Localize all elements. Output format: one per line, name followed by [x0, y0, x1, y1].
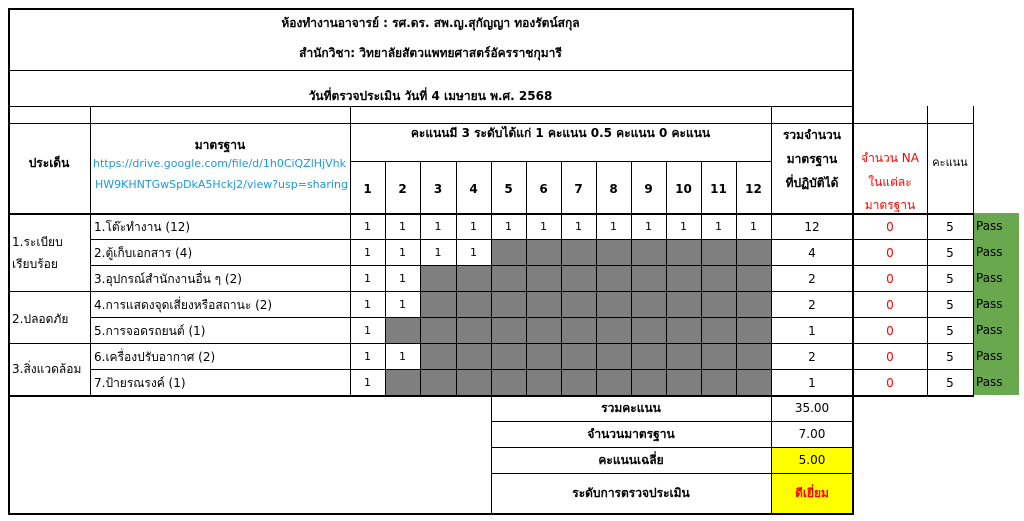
h-line — [8, 123, 854, 124]
room-title: ห้องทำงานอาจารย์ : รศ.ดร. สพ.ญ.สุกัญญา ทองรัตน์สกุล — [281, 16, 580, 30]
v-line — [491, 395, 492, 515]
v-line — [701, 161, 702, 214]
score-cell: 1 — [680, 220, 687, 233]
score-cell: 1 — [715, 220, 722, 233]
v-line — [701, 213, 702, 396]
group-safety-label: 2.ปลอดภัย — [12, 312, 69, 326]
row-total: 2 — [808, 350, 816, 364]
row-result-badge: Pass — [973, 317, 1019, 343]
v-line — [90, 106, 91, 396]
criteria-label: 7.ป้ายรณรงค์ (1) — [94, 376, 186, 390]
v-line — [666, 161, 667, 214]
criteria-number-6: 6 — [539, 182, 548, 196]
score-cell: 1 — [399, 246, 406, 259]
h-line — [90, 239, 974, 240]
v-line — [736, 161, 737, 214]
not-applicable-shading — [385, 317, 771, 343]
total-score-label: รวมคะแนน — [601, 401, 661, 415]
score-cell: 1 — [470, 220, 477, 233]
row-result-badge: Pass — [973, 213, 1019, 239]
criteria-label: 2.ตู้เก็บเอกสาร (4) — [94, 246, 193, 260]
row-result-badge: Pass — [973, 343, 1019, 369]
unit-title: สำนักวิชา: วิทยาลัยสัตวแพทยศาสตร์อัครราชกุมารี — [299, 46, 562, 60]
row-score: 5 — [946, 350, 954, 364]
score-cell: 1 — [364, 272, 371, 285]
v-line — [350, 106, 351, 396]
score-cell: 1 — [645, 220, 652, 233]
h-line — [491, 473, 854, 474]
row-result-badge: Pass — [973, 369, 1019, 395]
row-score: 5 — [946, 220, 954, 234]
score-cell: 1 — [364, 376, 371, 389]
group-order-label-1: 1.ระเบียบ — [12, 235, 63, 249]
criteria-number-11: 11 — [710, 182, 727, 196]
v-line — [456, 213, 457, 396]
row-na-count: 0 — [886, 272, 894, 286]
total-header-1: รวมจำนวน — [782, 128, 841, 142]
row-na-count: 0 — [886, 298, 894, 312]
row-result-badge: Pass — [973, 291, 1019, 317]
score-cell: 1 — [750, 220, 757, 233]
v-line — [420, 213, 421, 396]
standard-count-label: จำนวนมาตรฐาน — [587, 427, 675, 441]
row-na-count: 0 — [886, 220, 894, 234]
criteria-number-7: 7 — [574, 182, 583, 196]
v-line — [491, 161, 492, 214]
v-line — [736, 213, 737, 396]
na-header-2: ในแต่ละ — [868, 175, 912, 189]
evaluation-level-label: ระดับการตรวจประเมิน — [572, 486, 690, 500]
row-score: 5 — [946, 272, 954, 286]
criteria-number-9: 9 — [644, 182, 653, 196]
v-line — [456, 161, 457, 214]
score-cell: 1 — [434, 220, 442, 233]
row-na-count: 0 — [886, 350, 894, 364]
row-total: 2 — [808, 272, 816, 286]
v-line — [596, 213, 597, 396]
score-cell: 1 — [364, 298, 371, 311]
row-score: 5 — [946, 376, 954, 390]
criteria-label: 6.เครื่องปรับอากาศ (2) — [94, 350, 216, 364]
v-line — [491, 213, 492, 396]
score-cell: 1 — [399, 220, 406, 233]
total-header-2: มาตรฐาน — [786, 152, 838, 166]
v-line — [561, 213, 562, 396]
criteria-label: 5.การจอดรถยนต์ (1) — [94, 324, 206, 338]
row-score: 5 — [946, 324, 954, 338]
h-line — [90, 317, 974, 318]
row-total: 2 — [808, 298, 816, 312]
row-total: 1 — [808, 324, 816, 338]
date-title: วันที่ตรวจประเมิน วันที่ 4 เมษายน พ.ศ. 2568 — [308, 89, 553, 103]
score-cell: 1 — [470, 246, 477, 259]
criteria-number-4: 4 — [469, 182, 478, 196]
row-total: 4 — [808, 246, 816, 260]
average-score-label: คะแนนเฉลี่ย — [598, 453, 664, 467]
h-line — [853, 123, 974, 124]
h-line — [8, 70, 854, 71]
row-result-badge: Pass — [973, 239, 1019, 265]
evaluation-level-value: ดีเยี่ยม — [795, 486, 829, 500]
row-score: 5 — [946, 298, 954, 312]
score-cell: 1 — [399, 350, 406, 363]
row-na-count: 0 — [886, 246, 894, 260]
criteria-number-5: 5 — [504, 182, 513, 196]
row-na-count: 0 — [886, 324, 894, 338]
criteria-number-8: 8 — [609, 182, 618, 196]
standard-link-line2[interactable]: HW9KHNTGwSpDkA5Hckj2/view?usp=sharing — [95, 178, 348, 191]
criteria-label: 3.อุปกรณ์สำนักงานอื่น ๆ (2) — [94, 272, 242, 286]
v-line — [420, 161, 421, 214]
row-total: 1 — [808, 376, 816, 390]
total-score-value: 35.00 — [794, 401, 830, 415]
score-cell: 1 — [540, 220, 547, 233]
v-line — [631, 213, 632, 396]
h-line — [8, 106, 854, 107]
score-cell: 1 — [399, 272, 406, 285]
group-environment-label: 3.สิ่งแวดล้อม — [12, 362, 82, 376]
score-cell: 1 — [364, 246, 371, 259]
score-cell: 1 — [610, 220, 617, 233]
na-header-1: จำนวน NA — [861, 151, 919, 165]
row-na-count: 0 — [886, 376, 894, 390]
v-line — [596, 161, 597, 214]
row-result-badge: Pass — [973, 265, 1019, 291]
score-cell: 1 — [575, 220, 582, 233]
row-score: 5 — [946, 246, 954, 260]
standard-count-value: 7.00 — [798, 427, 826, 441]
h-line — [491, 447, 854, 448]
na-header-3: มาตรฐาน — [864, 198, 916, 212]
criteria-number-1: 1 — [363, 182, 372, 196]
v-line — [927, 106, 928, 396]
score-levels-header: คะแนนมี 3 ระดับได้แก่ 1 คะแนน 0.5 คะแนน 0 คะแนน — [410, 126, 711, 140]
h-line — [8, 8, 854, 10]
row-total: 12 — [804, 220, 820, 234]
v-line — [852, 8, 854, 515]
h-line — [90, 369, 974, 370]
v-line — [385, 161, 386, 214]
criteria-label: 4.การแสดงจุดเสี่ยงหรือสถานะ (2) — [94, 298, 273, 312]
criteria-number-10: 10 — [675, 182, 692, 196]
v-line — [973, 106, 974, 396]
h-line — [491, 421, 854, 422]
not-applicable-shading — [385, 369, 771, 395]
h-line — [8, 513, 854, 515]
criteria-number-12: 12 — [745, 182, 762, 196]
v-line — [771, 106, 772, 514]
average-score-value: 5.00 — [798, 453, 826, 467]
score-header: คะแนน — [932, 156, 968, 169]
standard-link-line1[interactable]: https://drive.google.com/file/d/1h0CiQZlHjVhk — [93, 157, 347, 170]
criteria-label: 1.โต๊ะทำงาน (12) — [94, 220, 191, 234]
criteria-number-3: 3 — [433, 182, 443, 196]
total-header-3: ที่ปฏิบัติได้ — [785, 176, 839, 190]
score-cell: 1 — [364, 324, 371, 337]
v-line — [526, 213, 527, 396]
score-cell: 1 — [434, 246, 442, 259]
score-cell: 1 — [364, 350, 371, 363]
v-line — [666, 213, 667, 396]
v-line — [561, 161, 562, 214]
score-cell: 1 — [399, 298, 406, 311]
v-line — [526, 161, 527, 214]
v-line — [8, 8, 10, 515]
score-cell: 1 — [505, 220, 512, 233]
issue-header: ประเด็น — [28, 156, 70, 170]
criteria-number-2: 2 — [398, 182, 407, 196]
score-cell: 1 — [364, 220, 371, 233]
v-line — [385, 213, 386, 396]
standard-header: มาตรฐาน — [194, 138, 246, 152]
h-line — [90, 265, 974, 266]
v-line — [631, 161, 632, 214]
group-order-label-2: เรียบร้อย — [12, 257, 58, 271]
